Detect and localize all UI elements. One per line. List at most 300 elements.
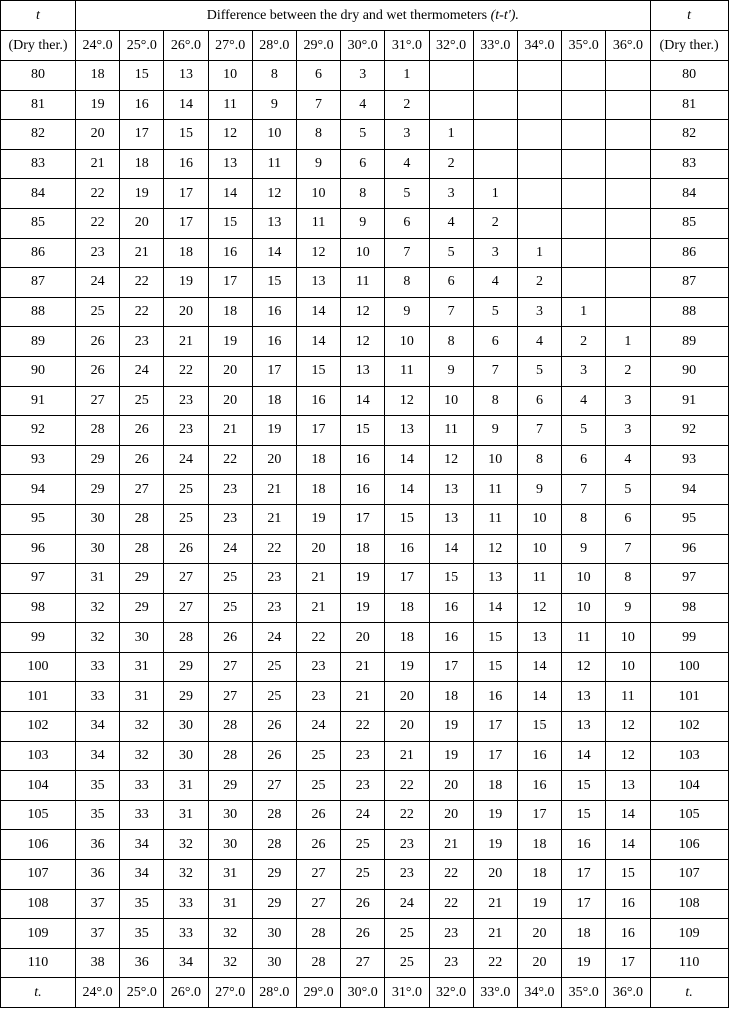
table-cell: 26 [120, 445, 164, 475]
table-cell: 21 [164, 327, 208, 357]
table-cell [429, 90, 473, 120]
table-cell: 37 [76, 889, 120, 919]
table-cell: 20 [120, 208, 164, 238]
table-cell: 22 [473, 948, 517, 978]
table-cell: 29 [120, 564, 164, 594]
table-cell: 12 [252, 179, 296, 209]
table-cell [562, 61, 606, 91]
table-cell: 14 [296, 327, 340, 357]
table-title [76, 1, 651, 31]
table-cell: 29 [252, 889, 296, 919]
table-cell [562, 149, 606, 179]
table-cell: 15 [120, 61, 164, 91]
table-cell: 19 [76, 90, 120, 120]
table-cell: 19 [473, 830, 517, 860]
table-cell: 21 [341, 652, 385, 682]
table-cell: 25 [164, 504, 208, 534]
table-cell [562, 179, 606, 209]
dry-temp-left: 85 [1, 208, 76, 238]
table-cell: 19 [429, 712, 473, 742]
table-cell: 25 [164, 475, 208, 505]
table-cell: 36 [120, 948, 164, 978]
dry-temp-left: 100 [1, 652, 76, 682]
table-cell: 6 [562, 445, 606, 475]
table-cell: 1 [473, 179, 517, 209]
table-cell: 11 [473, 504, 517, 534]
table-cell: 5 [429, 238, 473, 268]
table-cell: 6 [606, 504, 650, 534]
table-cell: 21 [252, 475, 296, 505]
table-cell: 24 [341, 800, 385, 830]
column-header: 35°.0 [562, 31, 606, 61]
table-row [1, 297, 729, 327]
table-cell: 14 [473, 593, 517, 623]
dry-temp-right: 109 [650, 919, 728, 949]
table-row [1, 268, 729, 298]
table-cell: 33 [76, 682, 120, 712]
table-cell: 22 [208, 445, 252, 475]
table-cell: 4 [517, 327, 561, 357]
table-cell: 32 [120, 741, 164, 771]
dry-temp-right: 96 [650, 534, 728, 564]
table-cell: 10 [252, 120, 296, 150]
table-cell: 6 [296, 61, 340, 91]
dry-temp-right: 104 [650, 771, 728, 801]
table-cell: 24 [76, 268, 120, 298]
table-cell: 33 [120, 771, 164, 801]
table-cell: 26 [296, 830, 340, 860]
table-cell: 18 [517, 830, 561, 860]
table-cell: 15 [385, 504, 429, 534]
table-cell: 14 [385, 445, 429, 475]
table-cell: 19 [341, 564, 385, 594]
table-cell: 19 [385, 652, 429, 682]
table-cell: 30 [164, 712, 208, 742]
table-cell: 6 [429, 268, 473, 298]
dry-temp-left: 107 [1, 860, 76, 890]
table-cell: 32 [164, 830, 208, 860]
table-cell: 13 [429, 475, 473, 505]
column-header: 31°.0 [385, 31, 429, 61]
table-cell: 15 [473, 623, 517, 653]
table-cell: 8 [429, 327, 473, 357]
table-row [1, 416, 729, 446]
table-cell: 16 [429, 593, 473, 623]
t-footer-left: t. [1, 978, 76, 1008]
table-cell: 20 [341, 623, 385, 653]
table-cell: 1 [385, 61, 429, 91]
table-cell: 14 [562, 741, 606, 771]
dry-temp-right: 86 [650, 238, 728, 268]
dry-temp-left: 90 [1, 356, 76, 386]
table-cell: 15 [341, 416, 385, 446]
table-cell: 26 [341, 919, 385, 949]
table-cell: 28 [296, 948, 340, 978]
title-row [1, 1, 729, 31]
dry-temp-right: 108 [650, 889, 728, 919]
dry-temp-left: 108 [1, 889, 76, 919]
table-row [1, 593, 729, 623]
table-cell: 37 [76, 919, 120, 949]
table-row [1, 120, 729, 150]
table-cell: 20 [385, 712, 429, 742]
table-row [1, 208, 729, 238]
dry-temp-left: 89 [1, 327, 76, 357]
table-cell: 23 [341, 771, 385, 801]
table-row [1, 327, 729, 357]
table-cell: 13 [164, 61, 208, 91]
table-cell: 32 [76, 593, 120, 623]
table-cell: 31 [208, 860, 252, 890]
table-cell: 17 [208, 268, 252, 298]
table-cell: 18 [562, 919, 606, 949]
table-cell [562, 120, 606, 150]
table-cell: 32 [120, 712, 164, 742]
table-cell: 14 [296, 297, 340, 327]
table-cell: 10 [562, 564, 606, 594]
table-cell: 22 [296, 623, 340, 653]
table-cell: 16 [296, 386, 340, 416]
table-cell: 16 [208, 238, 252, 268]
table-row [1, 860, 729, 890]
table-cell: 8 [606, 564, 650, 594]
table-cell: 16 [252, 297, 296, 327]
table-cell: 7 [606, 534, 650, 564]
dry-temp-left: 81 [1, 90, 76, 120]
table-cell: 23 [385, 860, 429, 890]
table-cell: 30 [208, 830, 252, 860]
table-cell: 30 [120, 623, 164, 653]
t-header-right: t [650, 1, 728, 31]
table-cell: 38 [76, 948, 120, 978]
column-footer: 28°.0 [252, 978, 296, 1008]
table-cell: 21 [120, 238, 164, 268]
dry-temp-right: 88 [650, 297, 728, 327]
table-cell: 10 [473, 445, 517, 475]
table-cell [562, 90, 606, 120]
table-cell: 22 [76, 208, 120, 238]
table-cell: 24 [296, 712, 340, 742]
table-cell: 29 [76, 445, 120, 475]
table-cell: 19 [429, 741, 473, 771]
table-row [1, 356, 729, 386]
dry-temp-left: 106 [1, 830, 76, 860]
table-cell: 23 [120, 327, 164, 357]
table-cell: 13 [473, 564, 517, 594]
dry-temp-left: 105 [1, 800, 76, 830]
table-cell: 8 [385, 268, 429, 298]
table-cell: 21 [252, 504, 296, 534]
table-cell: 19 [296, 504, 340, 534]
dry-temp-left: 82 [1, 120, 76, 150]
table-cell: 27 [120, 475, 164, 505]
dry-temp-right: 93 [650, 445, 728, 475]
table-cell: 5 [517, 356, 561, 386]
table-cell: 9 [517, 475, 561, 505]
table-cell: 22 [164, 356, 208, 386]
t-footer-right: t. [650, 978, 728, 1008]
table-cell: 21 [473, 919, 517, 949]
table-cell: 23 [296, 652, 340, 682]
table-row [1, 90, 729, 120]
table-cell: 11 [429, 416, 473, 446]
t-header-left: t [1, 1, 76, 31]
table-cell: 14 [385, 475, 429, 505]
table-cell: 4 [341, 90, 385, 120]
table-cell: 29 [252, 860, 296, 890]
table-cell: 18 [164, 238, 208, 268]
column-footer: 33°.0 [473, 978, 517, 1008]
table-cell [517, 208, 561, 238]
table-cell [606, 120, 650, 150]
table-cell: 21 [429, 830, 473, 860]
table-cell: 1 [517, 238, 561, 268]
table-cell: 18 [473, 771, 517, 801]
table-cell: 15 [296, 356, 340, 386]
table-cell: 2 [385, 90, 429, 120]
table-cell: 6 [473, 327, 517, 357]
table-cell: 15 [208, 208, 252, 238]
table-cell [473, 120, 517, 150]
table-cell: 26 [252, 741, 296, 771]
table-row [1, 179, 729, 209]
table-cell: 31 [120, 682, 164, 712]
column-header: 29°.0 [296, 31, 340, 61]
table-cell: 28 [164, 623, 208, 653]
table-cell: 11 [341, 268, 385, 298]
dry-temp-left: 99 [1, 623, 76, 653]
table-cell: 22 [429, 860, 473, 890]
table-cell: 9 [252, 90, 296, 120]
table-cell: 12 [473, 534, 517, 564]
table-cell: 17 [473, 712, 517, 742]
table-cell: 20 [296, 534, 340, 564]
table-cell: 27 [208, 682, 252, 712]
table-cell: 15 [517, 712, 561, 742]
table-row [1, 889, 729, 919]
table-cell: 12 [208, 120, 252, 150]
table-cell: 16 [562, 830, 606, 860]
table-cell: 18 [208, 297, 252, 327]
dry-temp-left: 101 [1, 682, 76, 712]
table-cell: 33 [164, 889, 208, 919]
dry-temp-right: 85 [650, 208, 728, 238]
table-cell: 19 [252, 416, 296, 446]
table-cell: 28 [252, 800, 296, 830]
table-cell: 20 [208, 386, 252, 416]
table-cell: 23 [208, 475, 252, 505]
column-header: 25°.0 [120, 31, 164, 61]
table-cell: 23 [341, 741, 385, 771]
table-cell: 11 [208, 90, 252, 120]
dry-temp-right: 80 [650, 61, 728, 91]
table-cell: 26 [164, 534, 208, 564]
table-cell: 24 [385, 889, 429, 919]
table-cell: 26 [76, 356, 120, 386]
table-cell: 13 [562, 682, 606, 712]
table-cell: 16 [473, 682, 517, 712]
table-cell [562, 208, 606, 238]
table-cell: 12 [562, 652, 606, 682]
table-cell: 10 [562, 593, 606, 623]
dry-temp-left: 95 [1, 504, 76, 534]
table-cell: 10 [429, 386, 473, 416]
table-cell: 26 [252, 712, 296, 742]
dry-temp-left: 104 [1, 771, 76, 801]
table-cell: 4 [473, 268, 517, 298]
table-cell: 12 [606, 712, 650, 742]
dry-temp-right: 110 [650, 948, 728, 978]
dry-temp-left: 86 [1, 238, 76, 268]
dry-temp-left: 98 [1, 593, 76, 623]
table-cell: 10 [385, 327, 429, 357]
table-cell: 9 [341, 208, 385, 238]
column-header: 36°.0 [606, 31, 650, 61]
table-cell: 14 [429, 534, 473, 564]
dry-temp-right: 107 [650, 860, 728, 890]
table-cell: 25 [76, 297, 120, 327]
table-cell: 18 [252, 386, 296, 416]
table-cell: 20 [429, 771, 473, 801]
dry-temp-right: 97 [650, 564, 728, 594]
table-cell: 20 [385, 682, 429, 712]
table-cell: 13 [385, 416, 429, 446]
table-cell: 2 [517, 268, 561, 298]
table-cell: 16 [606, 889, 650, 919]
table-cell: 17 [385, 564, 429, 594]
column-header: 27°.0 [208, 31, 252, 61]
table-cell: 18 [341, 534, 385, 564]
table-cell: 26 [296, 800, 340, 830]
table-cell: 31 [164, 800, 208, 830]
table-cell: 25 [385, 919, 429, 949]
column-footer: 35°.0 [562, 978, 606, 1008]
table-cell [606, 90, 650, 120]
table-cell: 19 [473, 800, 517, 830]
table-cell [562, 268, 606, 298]
table-cell: 26 [120, 416, 164, 446]
dry-temp-right: 84 [650, 179, 728, 209]
dry-temp-right: 92 [650, 416, 728, 446]
dry-temp-right: 106 [650, 830, 728, 860]
table-cell: 30 [76, 504, 120, 534]
dry-temp-right: 87 [650, 268, 728, 298]
dry-temp-right: 95 [650, 504, 728, 534]
table-cell: 16 [429, 623, 473, 653]
table-cell: 26 [76, 327, 120, 357]
table-cell: 13 [296, 268, 340, 298]
column-footer: 27°.0 [208, 978, 252, 1008]
table-cell: 28 [208, 741, 252, 771]
table-cell: 24 [252, 623, 296, 653]
table-cell: 23 [429, 919, 473, 949]
table-cell: 10 [296, 179, 340, 209]
dry-temp-left: 83 [1, 149, 76, 179]
table-cell: 32 [208, 948, 252, 978]
column-footer: 34°.0 [517, 978, 561, 1008]
table-cell: 3 [385, 120, 429, 150]
table-cell: 21 [341, 682, 385, 712]
table-cell: 30 [252, 919, 296, 949]
table-cell: 25 [341, 830, 385, 860]
column-header: 33°.0 [473, 31, 517, 61]
table-cell: 35 [76, 771, 120, 801]
table-cell: 11 [473, 475, 517, 505]
table-cell: 15 [429, 564, 473, 594]
table-cell: 1 [606, 327, 650, 357]
dry-temp-left: 80 [1, 61, 76, 91]
table-row [1, 771, 729, 801]
dry-ther-header-left: (Dry ther.) [1, 31, 76, 61]
dry-temp-left: 88 [1, 297, 76, 327]
table-cell: 13 [429, 504, 473, 534]
table-cell [517, 90, 561, 120]
table-cell: 1 [562, 297, 606, 327]
table-cell: 22 [385, 800, 429, 830]
table-cell: 3 [517, 297, 561, 327]
table-cell: 28 [76, 416, 120, 446]
table-cell: 11 [562, 623, 606, 653]
column-footer: 26°.0 [164, 978, 208, 1008]
dry-temp-left: 110 [1, 948, 76, 978]
table-cell: 25 [341, 860, 385, 890]
table-cell: 16 [252, 327, 296, 357]
table-cell: 29 [164, 682, 208, 712]
table-cell: 13 [341, 356, 385, 386]
table-cell: 30 [252, 948, 296, 978]
dry-temp-right: 94 [650, 475, 728, 505]
table-row [1, 445, 729, 475]
table-cell: 27 [208, 652, 252, 682]
table-cell: 20 [473, 860, 517, 890]
table-cell: 20 [517, 948, 561, 978]
table-cell: 17 [341, 504, 385, 534]
table-cell: 21 [473, 889, 517, 919]
table-cell: 9 [385, 297, 429, 327]
table-row [1, 712, 729, 742]
table-cell: 17 [562, 860, 606, 890]
table-cell: 18 [429, 682, 473, 712]
table-cell: 17 [120, 120, 164, 150]
table-cell: 20 [517, 919, 561, 949]
table-cell: 9 [606, 593, 650, 623]
table-cell: 10 [606, 623, 650, 653]
column-header: 26°.0 [164, 31, 208, 61]
dry-temp-left: 92 [1, 416, 76, 446]
table-cell: 17 [164, 179, 208, 209]
table-cell: 16 [120, 90, 164, 120]
table-cell: 12 [341, 297, 385, 327]
table-row [1, 652, 729, 682]
table-cell: 17 [473, 741, 517, 771]
dry-temp-right: 90 [650, 356, 728, 386]
dry-temp-left: 102 [1, 712, 76, 742]
table-cell: 31 [120, 652, 164, 682]
table-cell: 6 [517, 386, 561, 416]
table-cell: 13 [562, 712, 606, 742]
table-cell: 18 [385, 623, 429, 653]
table-cell [473, 61, 517, 91]
dry-temp-left: 103 [1, 741, 76, 771]
table-cell [606, 268, 650, 298]
dry-temp-right: 102 [650, 712, 728, 742]
table-cell [606, 208, 650, 238]
column-header-row [1, 31, 729, 61]
table-cell: 26 [341, 889, 385, 919]
dry-temp-right: 82 [650, 120, 728, 150]
table-cell: 24 [208, 534, 252, 564]
table-cell: 2 [473, 208, 517, 238]
